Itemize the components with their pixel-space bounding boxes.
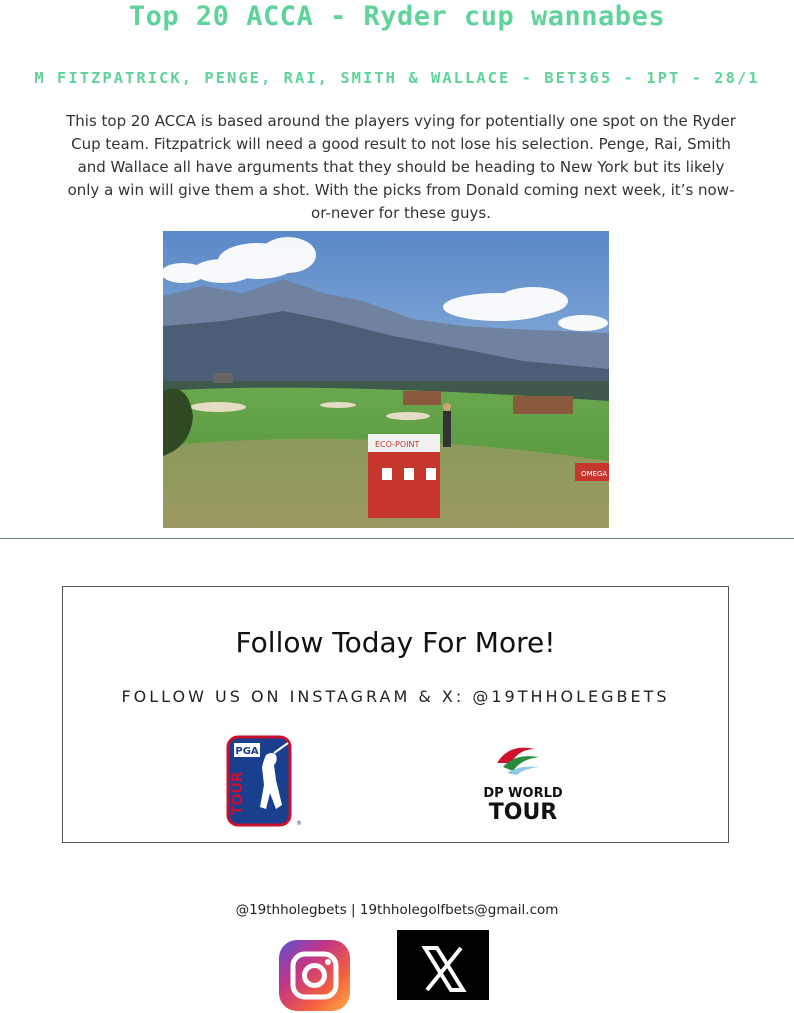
dp-world-tour-logo bbox=[473, 739, 573, 825]
instagram-icon[interactable] bbox=[277, 938, 352, 1013]
follow-title: Follow Today For More! bbox=[235, 626, 556, 659]
tour-logo-text: TOUR bbox=[230, 771, 246, 815]
section-divider bbox=[0, 538, 794, 539]
dp-world-text: DP WORLD bbox=[483, 786, 563, 801]
photo-sign-text: ECO-POINT bbox=[375, 440, 420, 449]
contact-line[interactable]: @19thholegbets | 19thholegolfbets@gmail.com bbox=[235, 902, 559, 918]
pga-tour-logo bbox=[226, 735, 302, 829]
article-paragraph: This top 20 ACCA is based around the players vying for potentially one spot on the Ryder Cup team. Fitzpatrick will need a good result to not lose his selection. Penge, Rai, Smith and Wallace all have arguments that they should be heading to New York but its likely only a win will give them a shot. With the picks from Donald coming next week, it’s now-or-never for these guys. bbox=[66, 112, 736, 222]
golf-course-photo bbox=[163, 231, 609, 528]
pga-logo-text: PGA bbox=[235, 746, 259, 757]
follow-box bbox=[62, 586, 729, 843]
bet-selection-line: M FITZPATRICK, PENGE, RAI, SMITH & WALLACE - BET365 - 1PT - 28/1 bbox=[34, 69, 760, 87]
photo-banner-text: OMEGA bbox=[581, 470, 608, 478]
dp-tour-text: TOUR bbox=[488, 800, 558, 825]
follow-instagram-x-line: FOLLOW US ON INSTAGRAM & X: @19THHOLEGBETS bbox=[121, 687, 670, 706]
page-title: Top 20 ACCA - Ryder cup wannabes bbox=[128, 1, 666, 32]
svg-text:®: ® bbox=[296, 820, 302, 827]
x-icon[interactable] bbox=[397, 930, 489, 1000]
